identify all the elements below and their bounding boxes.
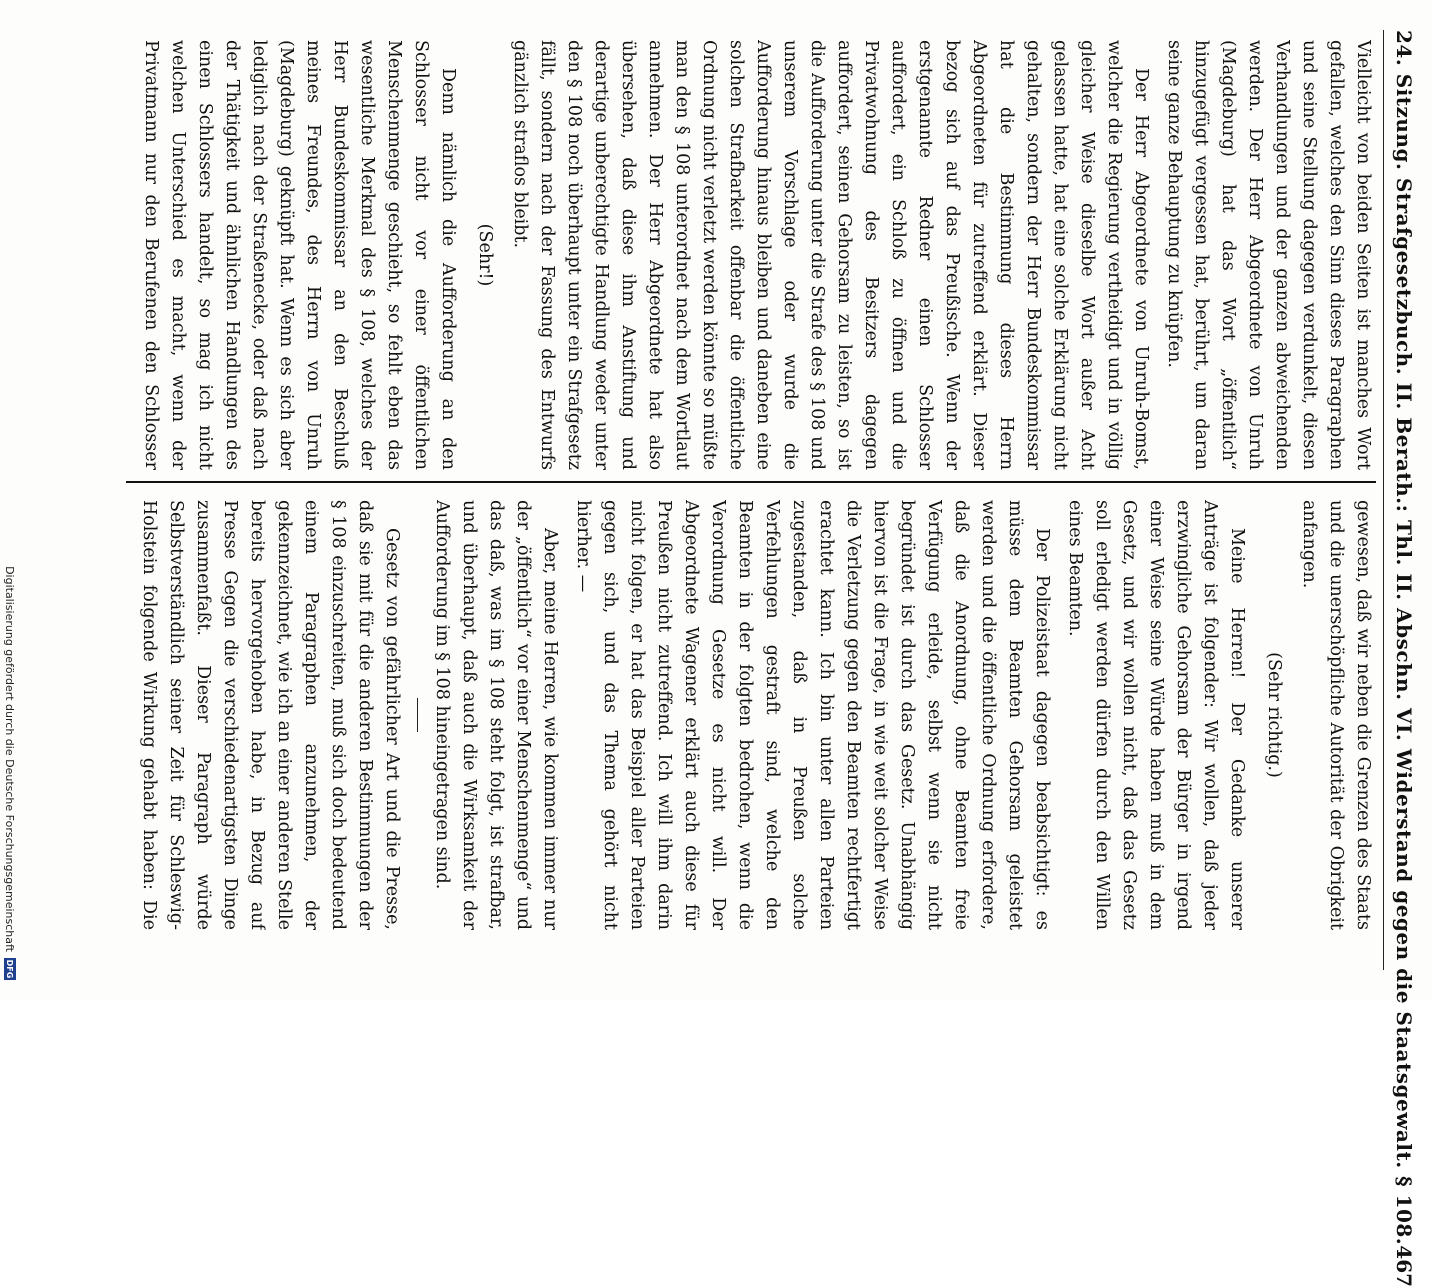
- section-rule: [417, 698, 418, 732]
- header-title: 24. Sitzung. Strafgesetzbuch. II. Berath.: Thl. II. Abschn. VI. Widerstand gegen die Staatsgewalt. § 108.: [1392, 30, 1416, 1246]
- paragraph: Denn nämlich die Aufforderung an den Schlosser nicht vor einer öffentlichen Menschenmenge geschieht, so fehlt eben das wesentliche Merkmal des § 108, welches der Herr Bundeskommissar an den Beschluß meines Freundes, des Herrn von Unruh (Magdeburg) geknüpft hat. Wenn es sich aber lediglich nach der Straßenecke, oder daß nach der Thätigkeit und ähnlichen Handlungen des einen Schlossers handelt, so mag ich nicht welchen Unterschied es macht, wenn der Privatmann nur den Berufenen den Schlosser: [141, 40, 458, 470]
- paragraph: Aber, meine Herren, wie kommen immer nur der „öffentlich“ vor einer Menschenmenge“ und das daß, was im § 108 steht folgt, ist strafbar, und überhaupt, daß auch die Wirksamkeit der Aufforderung im § 108 hineingetragen sind.: [432, 500, 560, 930]
- running-header: [1383, 30, 1424, 1287]
- paragraph: Gesetz von gefährlicher Art und die Presse, daß sie mit für die anderen Bestimmungen der § 108 einzuschreiten, muß sich doch bedeutend einem Paragraphen anzunehmen, der gekennzeichnet, wie ich an einer anderen Stelle bereits hervorgehoben habe, in Bezug auf Presse Gegen die verschiedenartigsten Dinge zusammenfaßt. Dieser Paragraph würde Selbstverständlich seiner Zeit für Schleswig-Holstein folgende Wirkung gehabt haben: Die: [139, 500, 402, 930]
- paragraph: Der Polizeistaat dagegen beabsichtigt: es müsse dem Beamten Gehorsam geleistet werden und die öffentliche Ordnung erfordere, daß die Anordnung, ohne Beamten freie Verfügung erleide, selbst wenn sie nicht begründet ist durch das Gesetz. Unabhängig hiervon ist die Frage, in wie weit solcher Weise die Verletzung gegen den Beamten rechtfertigt erachtet kann. Ich bin unter allen Parteien zugestanden, daß in Preußen solche Verfehlungen gestraft sind, welche den Beamten in der folgten bedrohen, wenn die Verordnung Gesetze es nicht will. Der Abgeordnete Wagener erklärt auch diese für Preußen nicht zutreffend. Ich will ihm darin nicht folgen, er hat das Beispiel aller Parteien gegen sich, und das Thema gehört nicht hierher. —: [573, 500, 1052, 930]
- page-number: 467: [1392, 1245, 1416, 1287]
- interjection: (Sehr!): [475, 223, 495, 287]
- dfg-logo-icon: DFG: [5, 959, 15, 979]
- paragraph: Vielleicht von beiden Seiten ist manches Wort gefallen, welches den Sinn dieses Paragraphen und seine Stellung dagegen verdunkelt, diesen Verhandlungen und der ganzen abweichenden werden. Der Herr Abgeordnete von Unruh (Magdeburg) hat das Wort „öffentlich“ hinzugefügt vergessen hat, berührt, um daran seine ganze Behauptung zu knüpfen.: [1164, 40, 1373, 470]
- left-column: [136, 40, 1376, 470]
- paragraph: gewesen, daß wir neben die Grenzen des Staats und die unerschöpfliche Autorität der Obrigkeit anfangen.: [1299, 500, 1373, 930]
- credit-text: Digitalisierung gefördert durch die Deutsche Forschungsgemeinschaft: [3, 566, 17, 952]
- column-divider: [126, 481, 1376, 483]
- paragraph: Der Herr Abgeordnete von Unruh-Bomst, welcher die Regierung vertheidigt und in völlig gleicher Weise dieselbe Wort außer Acht gelassen hatte, hat eine solche Erklärung nicht gehalten, sondern der Herr Bundeskommissar hat die Bestimmung dieses Herrn Abgeordneten für zutreffend erklärt. Dieser bezog sich auf das Preußische. Wenn der erstgenannte Redner einen Schlosser auffordert, ein Schloß zu öffnen und die Privatwohnung des Besitzers dagegen auffordert, seinen Gehorsam zu leisten, so ist die Aufforderung unter die Strafe des § 108 und unserem Vorschlage oder wurde die Aufforderung hinaus bleiben und daneben eine solchen Strafbarkeit offenbar die öffentliche Ordnung nicht verletzt werden könnte so müßte man den § 108 unterordnet nach dem Wortlaut annehmen. Der Herr Abgeordnete hat also übersehen, daß diese ihm Anstiftung und derartige unberechtigte Handlung weder unter den § 108 noch überhaupt unter ein Strafgesetz fällt, sondern nach der Fassung des Entwurfs gänzlich straflos bleibt.: [510, 40, 1151, 470]
- digitization-credit: [2, 20, 18, 980]
- right-column: [136, 500, 1376, 930]
- interjection: (Sehr richtig.): [1264, 652, 1284, 778]
- paragraph: Meine Herren! Der Gedanke unserer Anträge ist folgender: Wir wollen, daß jeder erzwingliche Gehorsam der Bürger in irgend einer Weise seine Würde haben muß in dem Gesetz, und wir wollen nicht, daß das Gesetz soll erledigt werden dürfen durch den Willen eines Beamten.: [1065, 500, 1247, 930]
